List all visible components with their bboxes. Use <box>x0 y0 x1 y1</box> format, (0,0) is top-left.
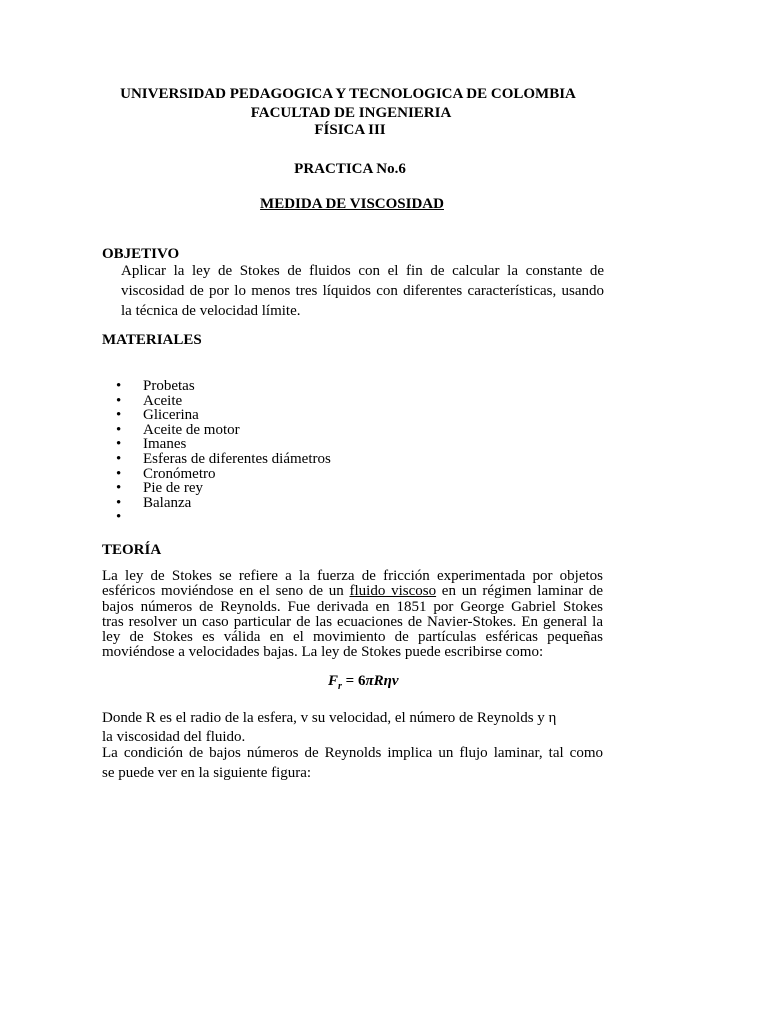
objetivo-line: la técnica de velocidad límite. <box>121 303 301 319</box>
teoria-line: moviéndose a velocidades bajas. La ley de Stokes puede escribirse como: <box>102 644 544 661</box>
list-item-label: Aceite <box>143 392 183 409</box>
teoria-line <box>102 584 603 599</box>
materiales-list <box>116 379 331 525</box>
bullet-icon: • <box>116 509 122 526</box>
bullet-icon: • <box>116 378 122 394</box>
list-item-label: Probetas <box>143 378 195 394</box>
list-item-label: Esferas de diferentes diámetros <box>143 450 331 467</box>
list-item <box>116 437 331 452</box>
teoria-text: en un régimen laminar de <box>436 583 603 600</box>
donde-paragraph <box>102 709 603 747</box>
materiales-heading: MATERIALES <box>102 332 202 348</box>
condicion-line: La condición de bajos números de Reynolds implica un flujo laminar, tal como <box>102 745 603 761</box>
bullet-icon: • <box>116 421 122 438</box>
list-item <box>116 394 331 409</box>
list-item <box>116 408 331 423</box>
bullet-icon: • <box>116 450 122 467</box>
bullet-icon: • <box>116 480 122 497</box>
condicion-paragraph <box>102 743 603 783</box>
bullet-icon: • <box>116 436 122 453</box>
bullet-icon: • <box>116 465 122 482</box>
list-item <box>116 467 331 482</box>
formula-subscript: r <box>338 681 342 692</box>
objetivo-line: Aplicar la ley de Stokes de fluidos con el fin de calcular la constante de <box>121 263 604 279</box>
donde-line: la viscosidad del fluido. <box>102 729 246 745</box>
fluido-viscoso-link[interactable]: fluido viscoso <box>349 583 437 600</box>
teoria-paragraph <box>102 569 603 661</box>
faculty-name: FACULTAD DE INGENIERIA <box>250 105 452 121</box>
list-item <box>116 452 331 467</box>
bullet-icon: • <box>116 407 122 424</box>
formula-equals: = 6 <box>341 673 366 689</box>
teoria-heading: TEORÍA <box>102 542 162 558</box>
list-item <box>116 379 331 394</box>
teoria-line: La ley de Stokes se refiere a la fuerza de fricción experimentada por objetos <box>102 568 603 584</box>
stokes-formula <box>328 673 399 692</box>
list-item <box>116 423 331 438</box>
list-item-label: Cronómetro <box>143 465 216 482</box>
condicion-line: se puede ver en la siguiente figura: <box>102 765 312 781</box>
list-item-label: Aceite de motor <box>143 421 240 438</box>
objetivo-line: viscosidad de por lo menos tres líquidos con diferentes características, usando <box>121 283 604 299</box>
list-item-label: Imanes <box>143 436 187 453</box>
teoria-line: tras resolver un caso particular de las ecuaciones de Navier-Stokes. En general la <box>102 613 603 630</box>
teoria-line: bajos números de Reynolds. Fue derivada en 1851 por George Gabriel Stokes <box>102 598 603 615</box>
practice-number: PRACTICA No.6 <box>294 161 406 177</box>
bullet-icon: • <box>116 392 122 409</box>
course-name: FÍSICA III <box>314 122 386 138</box>
formula-lhs: F <box>328 673 339 689</box>
list-item-label: Glicerina <box>143 407 199 424</box>
list-item <box>116 481 331 496</box>
formula-rhs: πRηv <box>365 673 399 689</box>
objetivo-paragraph <box>121 261 604 321</box>
teoria-text: esféricos moviéndose en el seno de un <box>102 583 350 600</box>
list-item-label: Pie de rey <box>143 480 203 497</box>
bullet-icon: • <box>116 494 122 511</box>
list-item <box>116 496 331 511</box>
practice-topic: MEDIDA DE VISCOSIDAD <box>260 196 444 212</box>
list-item-label: Balanza <box>143 494 192 511</box>
donde-line: Donde R es el radio de la esfera, v su velocidad, el número de Reynolds y η <box>102 710 557 726</box>
list-item <box>116 510 331 525</box>
objetivo-heading: OBJETIVO <box>102 246 180 262</box>
university-name: UNIVERSIDAD PEDAGOGICA Y TECNOLOGICA DE COLOMBIA <box>120 86 576 102</box>
teoria-line: ley de Stokes es válida en el movimiento de partículas esféricas pequeñas <box>102 629 603 646</box>
